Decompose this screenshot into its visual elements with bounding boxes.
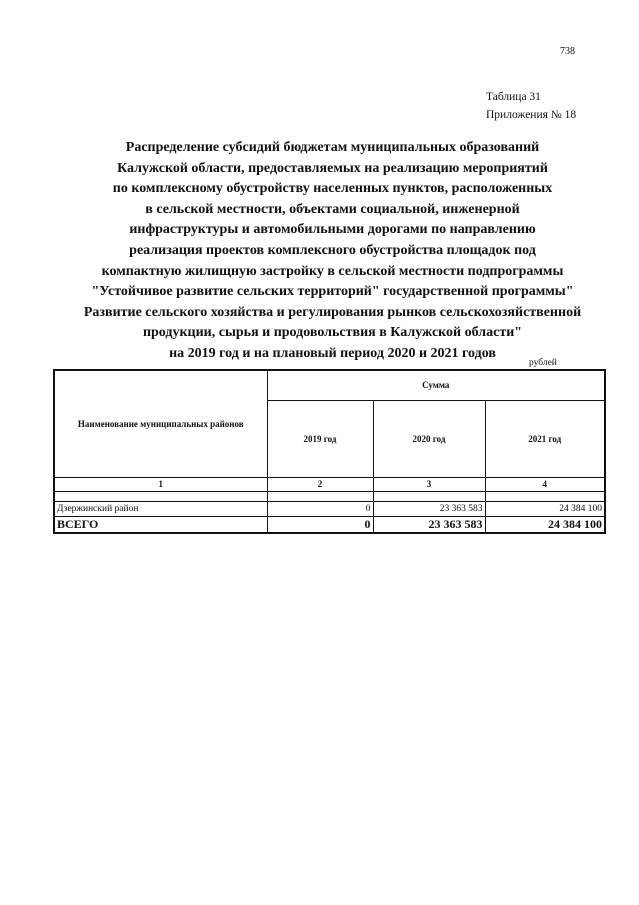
title-line: "Устойчивое развитие сельских территорий" государственной программы" xyxy=(91,284,574,300)
title-line: Развитие сельского хозяйства и регулирования рынков сельскохозяйственной xyxy=(83,304,582,320)
header-sum: Сумма xyxy=(267,370,605,400)
header-district-name: Наименование муниципальных районов xyxy=(54,370,267,477)
value-2021: 24 384 100 xyxy=(485,501,605,516)
table-number: Таблица 31 xyxy=(486,91,541,103)
title-line: в сельской местности, объектами социальной, инженерной xyxy=(145,201,520,217)
page-number: 738 xyxy=(560,46,575,57)
column-number: 1 xyxy=(54,477,267,491)
column-number: 2 xyxy=(267,477,373,491)
total-2019: 0 xyxy=(267,516,373,533)
title-line: реализация проектов комплексного обустройства площадок под xyxy=(129,242,536,258)
header-year-2021: 2021 год xyxy=(485,400,605,477)
column-number: 3 xyxy=(373,477,485,491)
table-reference xyxy=(486,88,576,124)
value-2019: 0 xyxy=(267,501,373,516)
spacer-cell xyxy=(373,491,485,501)
title-line: продукции, сырья и продовольствия в Калужской области" xyxy=(142,325,523,341)
total-row xyxy=(54,516,605,533)
title-line: Калужской области, предоставляемых на реализацию мероприятий xyxy=(117,160,548,176)
title-line: Распределение субсидий бюджетам муниципальных образований xyxy=(125,140,540,155)
total-2021: 24 384 100 xyxy=(485,516,605,533)
total-label: ВСЕГО xyxy=(54,516,267,533)
title-line: по комплексному обустройству населенных пунктов, расположенных xyxy=(112,181,553,197)
spacer-cell xyxy=(267,491,373,501)
table-row xyxy=(54,501,605,516)
appendix-number: Приложения № 18 xyxy=(486,109,577,121)
title-line: компактную жилищную застройку в сельской местности подпрограммы xyxy=(101,263,564,279)
spacer-cell xyxy=(54,491,267,501)
subsidy-table xyxy=(53,369,606,534)
district-name: Дзержинский район xyxy=(54,501,267,516)
title-line: инфраструктуры и автомобильными дорогами по направлению xyxy=(129,222,536,238)
total-2020: 23 363 583 xyxy=(373,516,485,533)
value-2020: 23 363 583 xyxy=(373,501,485,516)
header-year-2019: 2019 год xyxy=(267,400,373,477)
units-label: рублей xyxy=(529,358,557,368)
header-year-2020: 2020 год xyxy=(373,400,485,477)
column-number: 4 xyxy=(485,477,605,491)
spacer-cell xyxy=(485,491,605,501)
document-title xyxy=(60,138,605,365)
title-line: на 2019 год и на плановый период 2020 и 2021 годов xyxy=(169,345,496,361)
